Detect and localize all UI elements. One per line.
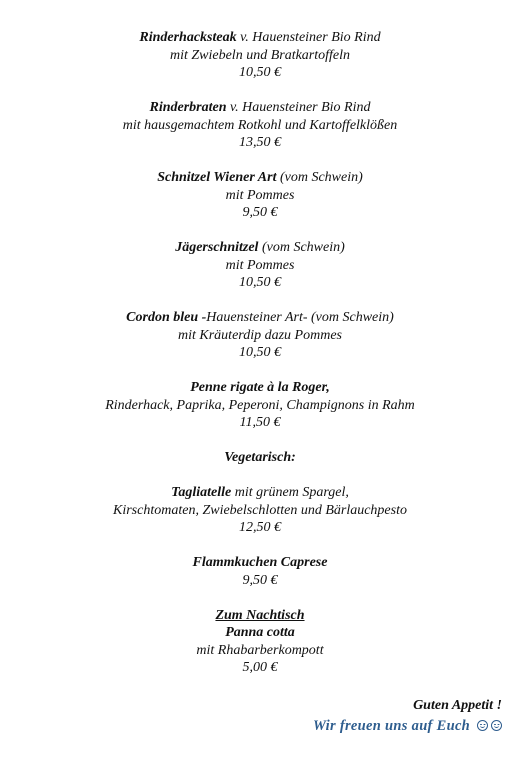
- menu-item-description: mit Zwiebeln und Bratkartoffeln: [169, 47, 351, 63]
- menu-item-price: 13,50 €: [239, 135, 281, 150]
- menu-item-title: [0, 29, 520, 47]
- menu-item-description: mit hausgemachtem Rotkohl und Kartoffelklößen: [122, 117, 398, 133]
- menu-item-name: Panna cotta: [225, 625, 295, 640]
- menu-item-name: Cordon bleu -: [126, 310, 207, 325]
- section-heading: Vegetarisch:: [224, 450, 296, 465]
- menu-item-origin: v. Hauensteiner Bio Rind: [236, 30, 381, 45]
- menu-item-schnitzel-wiener-art: [0, 169, 520, 222]
- menu-item-price: 10,50 €: [239, 275, 281, 290]
- greeting-label: Guten Appetit !: [413, 698, 502, 713]
- menu-item-title: [0, 239, 520, 257]
- closing-message: [313, 696, 502, 736]
- menu-item-flammkuchen: [0, 554, 520, 589]
- menu-item-title: [0, 484, 520, 502]
- menu-item-name: Rinderhacksteak: [139, 30, 237, 45]
- menu-item-origin: Hauensteiner Art- (vom Schwein): [206, 310, 394, 325]
- menu-item-title: [0, 309, 520, 327]
- menu-item-name: Penne rigate à la Roger,: [190, 380, 330, 395]
- menu-item-title: [0, 554, 520, 572]
- menu-item-title: [0, 379, 520, 397]
- menu-item-description: Rinderhack, Paprika, Peperoni, Champignons in Rahm: [105, 397, 415, 413]
- menu-item-description: Kirschtomaten, Zwiebelschlotten und Bärlauchpesto: [113, 502, 407, 518]
- menu-item-cordon-bleu: [0, 309, 520, 362]
- menu-item-title: [0, 169, 520, 187]
- thanks-text: [313, 716, 502, 736]
- menu-item-price: 12,50 €: [239, 520, 281, 535]
- menu-item-price: 9,50 €: [242, 572, 278, 588]
- greeting-text: [313, 696, 502, 716]
- menu-item-origin: v. Hauensteiner Bio Rind: [226, 100, 371, 115]
- menu-item-name: Tagliatelle: [171, 485, 232, 500]
- vegetarian-section-heading: [0, 449, 520, 467]
- menu-item-rinderbraten: [0, 99, 520, 152]
- menu-item-name: Rinderbraten: [149, 100, 227, 115]
- menu-item-name: Jägerschnitzel: [175, 240, 259, 255]
- menu-item-price: 10,50 €: [239, 345, 281, 360]
- menu-item-jaegerschnitzel: [0, 239, 520, 292]
- menu-item-price: 5,00 €: [242, 660, 278, 675]
- menu-item-price: 11,50 €: [239, 415, 281, 430]
- menu-item-price: 10,50 €: [239, 65, 281, 80]
- menu-item-tagliatelle: [0, 484, 520, 537]
- menu-item-origin: (vom Schwein): [258, 240, 345, 255]
- menu-item-name: Schnitzel Wiener Art: [157, 170, 277, 185]
- menu-item-origin: (vom Schwein): [276, 170, 363, 185]
- menu-card: [0, 29, 520, 694]
- menu-item-name: Flammkuchen Caprese: [192, 555, 328, 570]
- menu-item-title: [0, 99, 520, 117]
- menu-item-dessert: [0, 607, 520, 677]
- menu-item-description: mit Kräuterdip dazu Pommes: [178, 327, 342, 343]
- menu-item-origin: mit grünem Spargel,: [231, 485, 349, 500]
- menu-item-description: mit Pommes: [225, 187, 295, 203]
- menu-item-price: 9,50 €: [242, 205, 278, 220]
- menu-item-rinderhacksteak: [0, 29, 520, 82]
- menu-item-penne-rigate: [0, 379, 520, 432]
- smiley-icon: [477, 720, 488, 731]
- smiley-icon: [491, 720, 502, 731]
- thanks-label: Wir freuen uns auf Euch: [313, 718, 471, 734]
- menu-item-description: mit Pommes: [225, 257, 295, 273]
- menu-item-description: mit Rhabarberkompott: [196, 642, 324, 658]
- dessert-heading: Zum Nachtisch: [215, 607, 305, 623]
